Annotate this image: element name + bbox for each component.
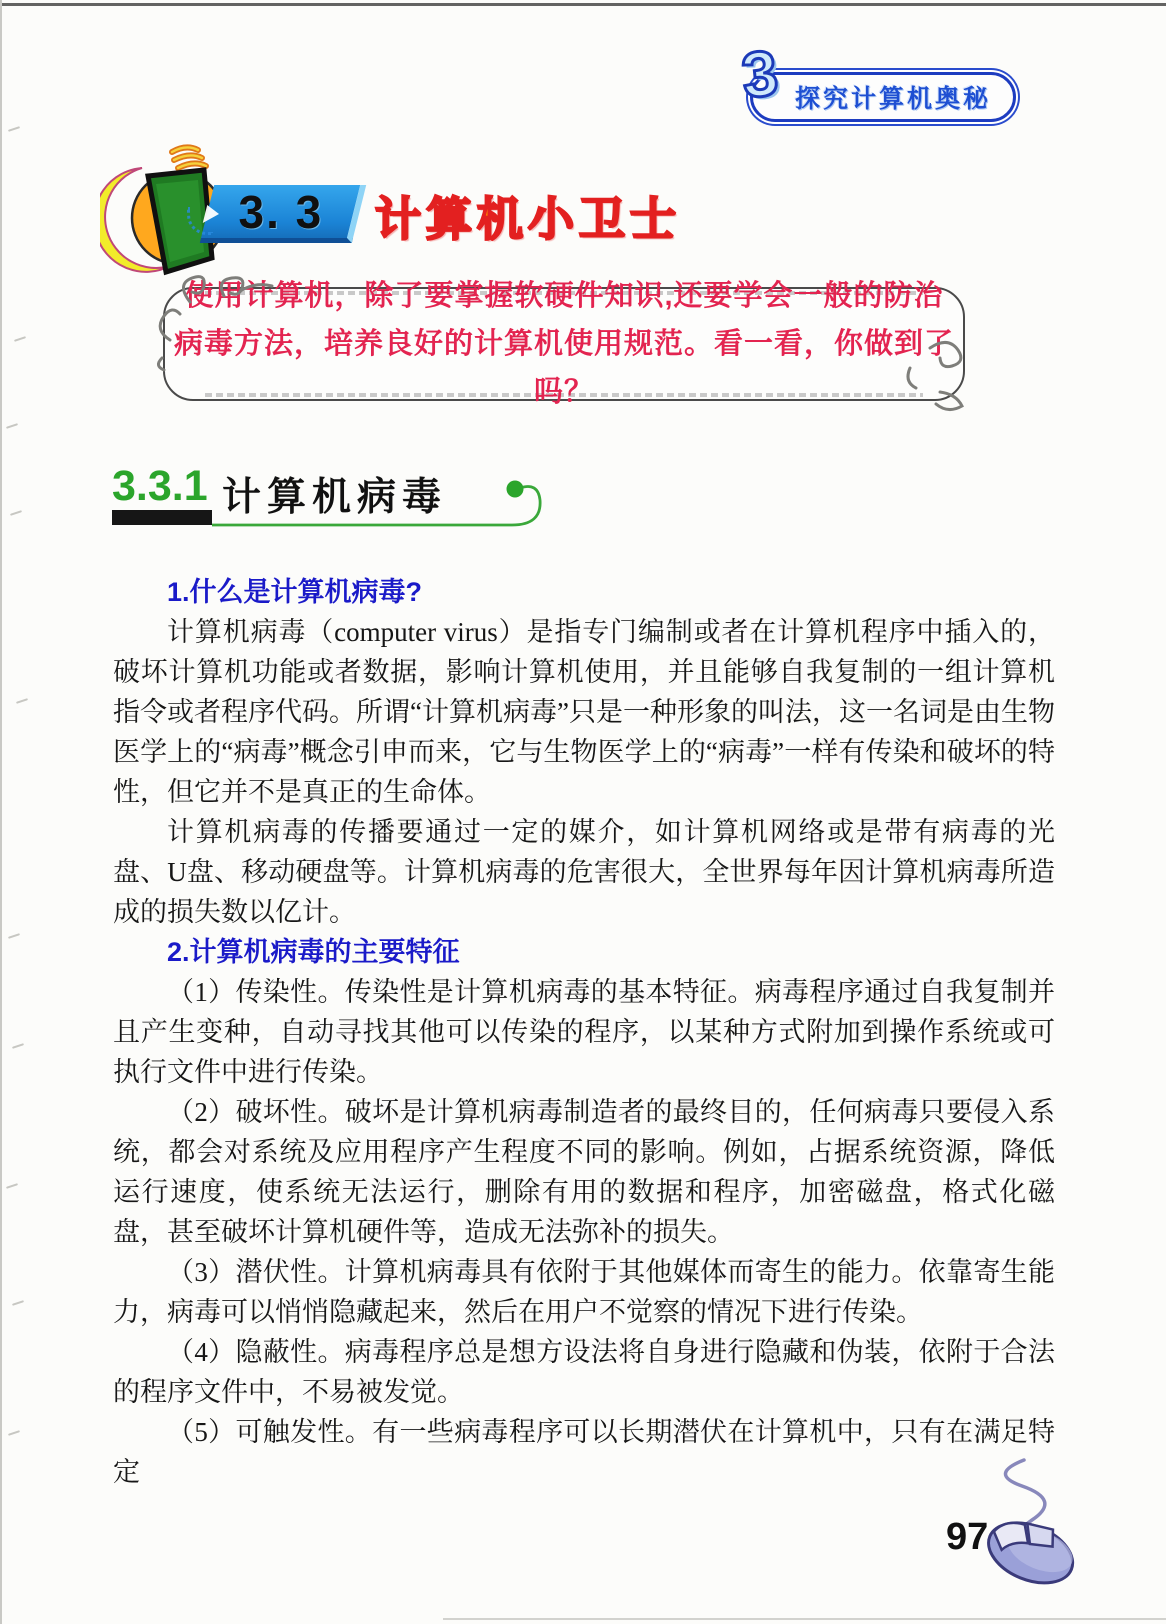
scan-edge-left	[0, 0, 2, 1624]
subsection-title: 计算机病毒	[222, 476, 448, 519]
binding-mark	[12, 1300, 24, 1306]
body-heading-1: 1.什么是计算机病毒?	[167, 577, 423, 607]
paragraph: 计算机病毒（computer virus）是指专门编制或者在计算机程序中插入的，破坏计算机功能或者数据，影响计算机使用，并且能够自我复制的一组计算机指令或者程序代码。所谓“计算机病毒”只是一种形象的叫法，这一名词是由生物医学上的“病毒”概念引申而来，它与生物医学上的“病毒”一样有传染和破坏的特性，但它并不是真正的生命体。	[113, 617, 1055, 807]
intro-line-1: 使用计算机，除了要掌握软硬件知识,还要学会一般的防治	[184, 280, 944, 312]
page-number: 97	[946, 1516, 989, 1558]
intro-box	[163, 280, 965, 408]
binding-mark	[6, 1183, 18, 1189]
binding-mark	[6, 423, 18, 429]
paragraph: （1）传染性。传染性是计算机病毒的基本特征。病毒程序通过自我复制并且产生变种，自动寻找其他可以传染的程序，以某种方式附加到操作系统或可执行文件中进行传染。	[113, 977, 1055, 1087]
binding-mark	[8, 1430, 20, 1436]
section-number-banner	[200, 185, 366, 243]
scan-edge-top	[0, 3, 1166, 6]
subsection-number: 3.3.1	[112, 462, 208, 510]
chapter-badge	[722, 36, 1022, 130]
section-header	[95, 135, 795, 280]
binding-mark	[10, 510, 22, 516]
binding-mark	[8, 126, 20, 132]
paragraph: （4）隐蔽性。病毒程序总是想方设法将自身进行隐藏和伪装，依附于合法的程序文件中，不易被发觉。	[113, 1337, 1055, 1407]
paragraph: （3）潜伏性。计算机病毒具有依附于其他媒体而寄生的能力。依靠寄生能力，病毒可以悄悄隐藏起来，然后在用户不觉察的情况下进行传染。	[113, 1257, 1055, 1327]
paragraph: 计算机病毒的传播要通过一定的媒介，如计算机网络或是带有病毒的光盘、U盘、移动硬盘等。计算机病毒的危害很大，全世界每年因计算机病毒所造成的损失数以亿计。	[113, 817, 1055, 927]
paragraph: （5）可触发性。有一些病毒程序可以长期潜伏在计算机中，只有在满足特定	[113, 1417, 1055, 1487]
section-title: 计算机小卫士	[375, 193, 681, 245]
intro-line-2: 病毒方法，培养良好的计算机使用规范。看一看，你做到了吗？	[173, 328, 954, 408]
binding-mark	[16, 698, 28, 704]
chapter-badge-title: 探究计算机奥秘	[794, 85, 991, 113]
subsection-underline-bar	[112, 510, 212, 525]
body-text	[113, 572, 1055, 1492]
subsection-header	[112, 462, 592, 542]
paragraph: （2）破坏性。破坏是计算机病毒制造者的最终目的，任何病毒只要侵入系统，都会对系统及应用程序产生程度不同的影响。例如，占据系统资源，降低运行速度，使系统无法运行，删除有用的数据和程序，加密磁盘，格式化磁盘，甚至破坏计算机硬件等，造成无法弥补的损失。	[113, 1097, 1055, 1247]
chapter-badge-pill	[750, 72, 1016, 122]
binding-mark	[14, 336, 26, 342]
computer-mouse-icon	[950, 1438, 1090, 1598]
chapter-number: 3	[738, 36, 782, 112]
intro-text	[165, 280, 963, 408]
curve-decoration	[212, 474, 562, 534]
binding-mark	[12, 1043, 24, 1049]
scan-edge-bottom	[443, 1618, 1166, 1620]
body-heading-2: 2.计算机病毒的主要特征	[167, 937, 460, 967]
section-number: 3. 3	[238, 185, 323, 238]
binding-mark	[8, 933, 20, 939]
